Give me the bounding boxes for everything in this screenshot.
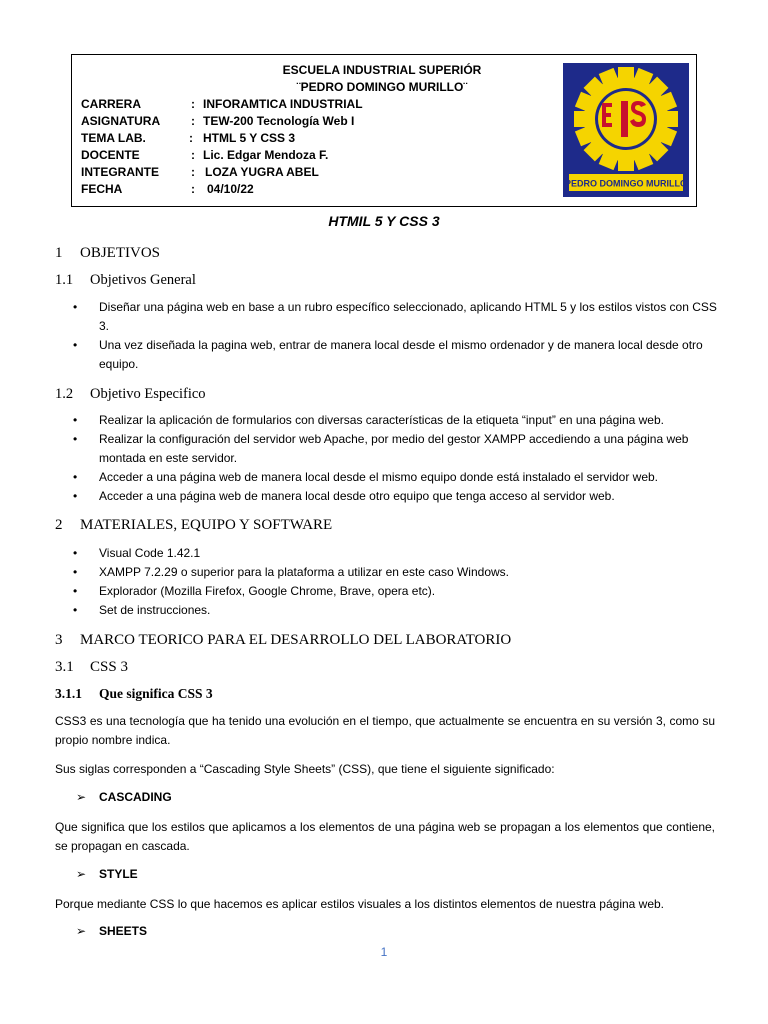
arrow-item: [76, 867, 138, 881]
bullet-icon: •: [73, 470, 78, 484]
list-item: [73, 487, 717, 506]
section-title: OBJETIVOS: [80, 245, 161, 261]
header-label: INTEGRANTE: [81, 165, 159, 179]
list-item: [73, 544, 717, 563]
page-number: 1: [380, 945, 388, 959]
section-title: MATERIALES, EQUIPO Y SOFTWARE: [80, 517, 333, 533]
section-number: 3.1: [55, 659, 74, 675]
header-sep: :: [191, 182, 195, 196]
arrow-item-text: CASCADING: [99, 790, 172, 804]
header-label: CARRERA: [81, 97, 141, 111]
list-item-text: Realizar la configuración del servidor web Apache, por medio del gestor XAMPP accediendo a una página web montada en este servidor.: [99, 432, 689, 465]
header-label: DOCENTE: [81, 148, 140, 162]
bullet-icon: •: [73, 565, 78, 579]
section-heading-3-1: [55, 659, 128, 676]
section-title: Que significa CSS 3: [99, 686, 213, 701]
header-label: TEMA LAB.: [81, 131, 146, 145]
document-title: HTMIL 5 Y CSS 3: [328, 213, 440, 229]
list-item: [73, 298, 717, 336]
header-value: Lic. Edgar Mendoza F.: [203, 148, 329, 162]
header-value: 04/10/22: [207, 182, 254, 196]
arrow-item-text: STYLE: [99, 867, 138, 881]
list-item: [73, 563, 717, 582]
header-value: HTML 5 Y CSS 3: [203, 131, 296, 145]
header-sep: :: [189, 131, 193, 145]
list-item-text: Una vez diseñada la pagina web, entrar de manera local desde el mismo ordenador y de manera local desde otro equipo.: [99, 338, 703, 371]
section-heading-3-1-1: [55, 686, 213, 702]
list-item: [73, 430, 717, 468]
bullet-icon: •: [73, 603, 78, 617]
section-heading-1-2: [55, 386, 206, 403]
arrow-bullet-icon: ➢: [76, 867, 87, 881]
section-heading-1-1: [55, 272, 196, 289]
list-item-text: Explorador (Mozilla Firefox, Google Chrome, Brave, opera etc).: [99, 584, 436, 598]
arrow-bullet-icon: ➢: [76, 790, 87, 804]
arrow-item: [76, 790, 172, 804]
arrow-bullet-icon: ➢: [76, 924, 87, 938]
list-item: [73, 411, 717, 430]
paragraph: CSS3 es una tecnología que ha tenido una evolución en el tiempo, que actualmente se encuentra en su versión 3, como su propio nombre indica.: [55, 714, 715, 747]
list-item: [73, 468, 717, 487]
header-box: [71, 54, 697, 207]
bullet-icon: •: [73, 300, 78, 314]
header-label: ASIGNATURA: [81, 114, 161, 128]
logo-banner: PEDRO DOMINGO MURILLO: [565, 178, 687, 189]
school-subtitle: ¨PEDRO DOMINGO MURILLO¨: [296, 80, 468, 94]
list-item-text: Set de instrucciones.: [99, 603, 211, 617]
header-label: FECHA: [81, 182, 123, 196]
bullet-icon: •: [73, 489, 78, 503]
list-item-text: Diseñar una página web en base a un rubro específico seleccionado, aplicando HTML 5 y los estilos vistos con CSS 3.: [99, 300, 717, 333]
header-value: LOZA YUGRA ABEL: [205, 165, 319, 179]
list-item: [73, 582, 717, 601]
bullet-icon: •: [73, 413, 78, 427]
paragraph: Que significa que los estilos que aplicamos a los elementos de una página web se propagan a los elementos que contiene, se propagan en cascada.: [55, 820, 715, 853]
school-logo: [563, 63, 689, 197]
section-title: MARCO TEORICO PARA EL DESARROLLO DEL LABORATORIO: [80, 632, 512, 648]
section-title: CSS 3: [90, 659, 128, 675]
header-sep: :: [191, 148, 195, 162]
list-item-text: Realizar la aplicación de formularios con diversas características de la etiqueta “input” en una página web.: [99, 413, 664, 427]
section-heading-3: [55, 632, 511, 649]
bullet-icon: •: [73, 432, 78, 446]
bullet-icon: •: [73, 338, 78, 352]
section-number: 1.1: [55, 272, 74, 288]
section-number: 3.1.1: [55, 686, 82, 701]
header-sep: :: [191, 114, 195, 128]
school-name: ESCUELA INDUSTRIAL SUPERIÓR: [282, 63, 482, 77]
list-item: [73, 336, 717, 374]
list-item-text: Visual Code 1.42.1: [99, 546, 201, 560]
list-item-text: XAMPP 7.2.29 o superior para la plataforma a utilizar en este caso Windows.: [99, 565, 509, 579]
section-number: 2: [55, 517, 63, 533]
list-item-text: Acceder a una página web de manera local desde otro equipo que tenga acceso al servidor web.: [99, 489, 615, 503]
paragraph: Sus siglas corresponden a “Cascading Style Sheets” (CSS), que tiene el siguiente significado:: [55, 762, 555, 776]
arrow-item: [76, 924, 147, 938]
section-heading-2: [55, 517, 332, 534]
arrow-item-text: SHEETS: [99, 924, 148, 938]
header-sep: :: [191, 165, 195, 179]
header-value: TEW-200 Tecnología Web I: [203, 114, 355, 128]
bullet-icon: •: [73, 584, 78, 598]
header-sep: :: [191, 97, 195, 111]
bullet-icon: •: [73, 546, 78, 560]
section-title: Objetivo Especifico: [90, 386, 206, 402]
section-title: Objetivos General: [90, 272, 196, 288]
list-item-text: Acceder a una página web de manera local desde el mismo equipo donde está instalado el servidor web.: [99, 470, 659, 484]
section-number: 1.2: [55, 386, 74, 402]
section-heading-1: [55, 245, 160, 262]
list-item: [73, 601, 717, 620]
paragraph: Porque mediante CSS lo que hacemos es aplicar estilos visuales a los distintos elementos de nuestra página web.: [55, 897, 665, 911]
header-value: INFORAMTICA INDUSTRIAL: [203, 97, 363, 111]
section-number: 3: [55, 632, 63, 648]
gear-icon: [574, 67, 678, 171]
section-number: 1: [55, 245, 63, 261]
